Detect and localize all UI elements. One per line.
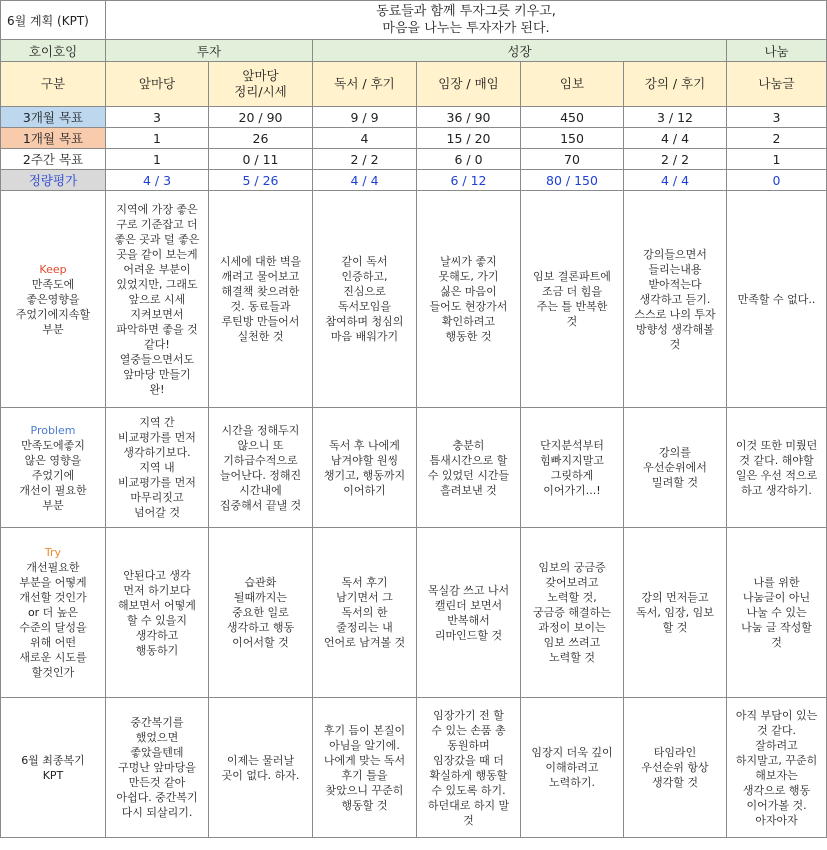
problem-title: Problem: [30, 423, 76, 437]
goal-2week-cell: 70: [521, 149, 624, 170]
goal-3month-cell: 20 / 90: [209, 107, 313, 128]
review-cell: 임장가기 전 할 수 있는 손품 총 동원하며 임장갔을 때 더 확실하게 행동할 수 있도록 하기. 하던대로 하지 말 것: [417, 698, 521, 838]
goal-2week-cell: 1: [106, 149, 209, 170]
keep-desc: 만족도에 좋은영향을 주었기에지속할 부분: [15, 277, 91, 336]
group-growth: 성장: [313, 40, 727, 62]
plan-title: 6월 계획 (KPT): [1, 1, 106, 40]
try-cell: 강의 먼저듣고 독서, 임장, 임보 할 것: [624, 528, 727, 698]
keep-cell: 지역에 가장 좋은 구로 기준잡고 더 좋은 곳과 덜 좋은 곳을 같이 보는게 어려운 부분이 있었지만, 그래도 앞으로 시세 지켜보면서 파악하면 좋을 것 같다! 열중들으면서도 앞마당 만들기 완!: [106, 191, 209, 408]
problem-cell: 강의를 우선순위에서 밀려할 것: [624, 408, 727, 528]
problem-cell: 단지분석부터 힘빠지지말고 그릿하게 이어가기...!: [521, 408, 624, 528]
eval-cell: 4 / 4: [624, 170, 727, 191]
goal-1month-cell: 4 / 4: [624, 128, 727, 149]
goal-1month-cell: 2: [727, 128, 827, 149]
eval-cell: 4 / 4: [313, 170, 417, 191]
group-share: 나눔: [727, 40, 827, 62]
keep-cell: 만족할 수 없다..: [727, 191, 827, 408]
review-cell: 타임라인 우선순위 항상 생각할 것: [624, 698, 727, 838]
try-label: [1, 528, 106, 698]
problem-desc: 만족도에좋지 않은 영향을 주었기에 개선이 필요한 부분: [19, 438, 87, 512]
team-name: 호이호잉: [1, 40, 106, 62]
goal-3month-cell: 3 / 12: [624, 107, 727, 128]
goal-1month-cell: 15 / 20: [417, 128, 521, 149]
review-cell: 아직 부담이 있는 것 같다. 잘하려고 하지말고, 꾸준히 해보자는 생각으로 행동 이어가볼 것. 아자아자: [727, 698, 827, 838]
problem-cell: 시간을 정해두지 않으니 또 기하급수적으로 늘어난다. 정해진 시간내에 집중해서 끝낼 것: [209, 408, 313, 528]
review-cell: 중간복기를 했었으면 좋았을텐데 구멍난 앞마당을 만든것 같아 아쉽다. 중간복기 다시 되살리기.: [106, 698, 209, 838]
column-header: 강의 / 후기: [624, 62, 727, 107]
eval-cell: 5 / 26: [209, 170, 313, 191]
goal-1month-cell: 150: [521, 128, 624, 149]
column-header: 나눔글: [727, 62, 827, 107]
goal-3month-cell: 3: [727, 107, 827, 128]
eval-cell: 80 / 150: [521, 170, 624, 191]
column-header: 앞마당: [106, 62, 209, 107]
review-cell: 임장지 더욱 깊이 이해하려고 노력하기.: [521, 698, 624, 838]
try-cell: 습관화 될때까지는 중요한 일로 생각하고 행동 이어서할 것: [209, 528, 313, 698]
goal-1month-cell: 1: [106, 128, 209, 149]
goal-3month-cell: 36 / 90: [417, 107, 521, 128]
eval-cell: 4 / 3: [106, 170, 209, 191]
goal-2week-cell: 6 / 0: [417, 149, 521, 170]
group-invest: 투자: [106, 40, 313, 62]
problem-cell: 지역 간 비교평가를 먼저 생각하기보다. 지역 내 비교평가를 먼저 마무리짓고 넘어갈 것: [106, 408, 209, 528]
goal-3month-label: 3개월 목표: [1, 107, 106, 128]
column-header: 임보: [521, 62, 624, 107]
column-header: 앞마당 정리/시세: [209, 62, 313, 107]
keep-title: Keep: [39, 262, 67, 276]
try-cell: 나를 위한 나눔글이 아닌 나눌 수 있는 나눔 글 작성할 것: [727, 528, 827, 698]
goal-2week-cell: 0 / 11: [209, 149, 313, 170]
keep-cell: 같이 독서 인증하고, 진심으로 독서모임을 참여하며 청심의 마음 배워가기: [313, 191, 417, 408]
goal-3month-cell: 450: [521, 107, 624, 128]
review-label: 6월 최종복기 KPT: [1, 698, 106, 838]
goal-3month-cell: 3: [106, 107, 209, 128]
keep-label: [1, 191, 106, 408]
goal-1month-cell: 26: [209, 128, 313, 149]
column-header: 독서 / 후기: [313, 62, 417, 107]
goal-3month-cell: 9 / 9: [313, 107, 417, 128]
review-cell: 후기 듬이 본질이 아님을 알기에. 나에게 맞는 독서 후기 틀을 찾았으니 꾸준히 행동할 것: [313, 698, 417, 838]
problem-cell: 충분히 틈새시간으로 할 수 있었던 시간들 흘려보낸 것: [417, 408, 521, 528]
goal-2week-cell: 2 / 2: [624, 149, 727, 170]
problem-cell: 독서 후 나에게 남겨야할 원씽 챙기고, 행동까지 이어하기: [313, 408, 417, 528]
keep-cell: 임보 결론파트에 조금 더 힘을 주는 틀 반복한 것: [521, 191, 624, 408]
keep-cell: 시세에 대한 벽을 깨려고 물어보고 해결책 찾으려한 것. 동료들과 루틴방 만들어서 실천한 것: [209, 191, 313, 408]
try-cell: 임보의 궁금증 갖어보려고 노력할 것, 궁금증 해결하는 과정이 보이는 임보 쓰려고 노력할 것: [521, 528, 624, 698]
goal-2week-label: 2주간 목표: [1, 149, 106, 170]
problem-label: [1, 408, 106, 528]
column-label: 구분: [1, 62, 106, 107]
problem-cell: 이것 또한 미뤘던 것 같다. 해야할 일은 우선 적으로 하고 생각하기.: [727, 408, 827, 528]
goal-1month-label: 1개월 목표: [1, 128, 106, 149]
eval-cell: 6 / 12: [417, 170, 521, 191]
try-desc: 개선필요한 부분을 어떻게 개선할 것인가 or 더 높은 수준의 달성을 위해 어떤 새로운 시도를 할것인가: [19, 561, 87, 679]
goal-2week-cell: 1: [727, 149, 827, 170]
review-cell: 이제는 물러날 곳이 없다. 하자.: [209, 698, 313, 838]
eval-label: 정량평가: [1, 170, 106, 191]
goal-1month-cell: 4: [313, 128, 417, 149]
goal-2week-cell: 2 / 2: [313, 149, 417, 170]
try-cell: 독서 후기 남기면서 그 독서의 한 줄정리는 내 언어로 남겨볼 것: [313, 528, 417, 698]
try-title: Try: [44, 546, 62, 559]
try-cell: 목실감 쓰고 나서 캘린더 보면서 반복해서 리마인드할 것: [417, 528, 521, 698]
motto: 동료들과 함께 투자그릇 키우고, 마음을 나누는 투자자가 된다.: [106, 1, 827, 40]
keep-cell: 날씨가 좋지 못해도, 가기 싫은 마음이 들어도 현장가서 확인하려고 행동한 것: [417, 191, 521, 408]
keep-cell: 강의들으면서 들리는내용 받아적는다 생각하고 듣기. 스스로 나의 투자 방향성 생각해볼 것: [624, 191, 727, 408]
eval-cell: 0: [727, 170, 827, 191]
try-cell: 안된다고 생각 먼저 하기보다 해보면서 어떻게 할 수 있을지 생각하고 행동하기: [106, 528, 209, 698]
column-header: 임장 / 매임: [417, 62, 521, 107]
